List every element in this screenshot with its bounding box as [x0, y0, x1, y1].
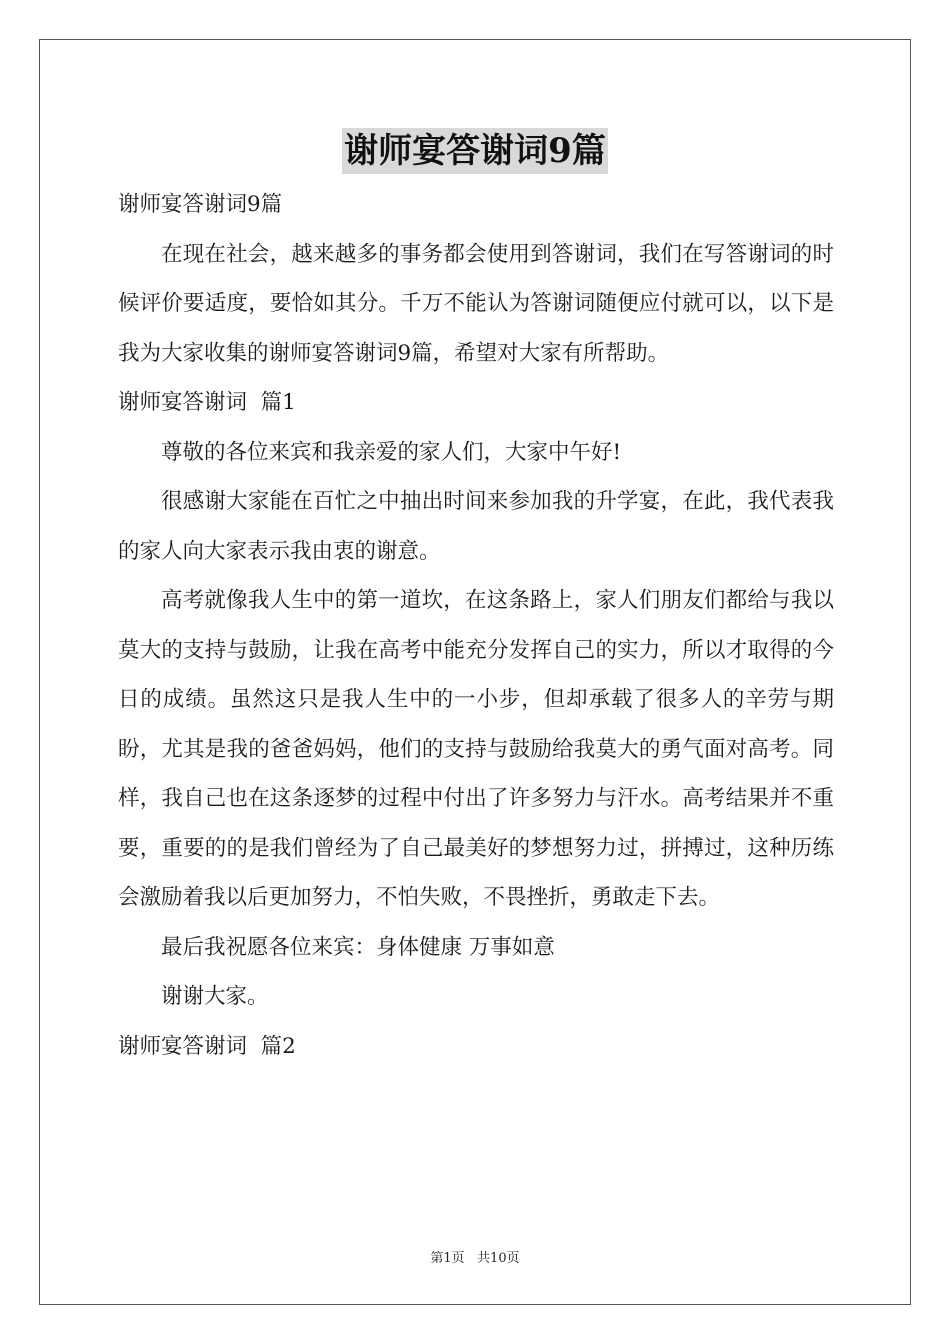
paragraph: 谢师宴答谢词9篇 [118, 192, 283, 217]
paragraph: 尊敬的各位来宾和我亲爱的家人们，大家中午好! [161, 439, 622, 465]
document-title: 谢师宴答谢词9篇 [342, 128, 608, 174]
page-footer [0, 1247, 950, 1266]
section-heading: 谢师宴答谢词 篇1 [118, 390, 296, 415]
paragraph: 谢谢大家。 [161, 984, 269, 1009]
paragraph: 最后我祝愿各位来宾：身体健康 万事如意 [161, 934, 555, 960]
paragraph: 在现在社会，越来越多的事务都会使用到答谢词，我们在写答谢词的时候评价要适度，要恰如其分。千万不能认为答谢词随便应付就可以，以下是我为大家收集的谢师宴答谢词9篇，希望对大家有所帮助。 [118, 241, 834, 366]
section-heading: 谢师宴答谢词 篇2 [118, 1033, 296, 1059]
paragraph: 很感谢大家能在百忙之中抽出时间来参加我的升学宴，在此，我代表我的家人向大家表示我由衷的谢意。 [118, 489, 834, 564]
paragraph: 高考就像我人生中的第一道坎，在这条路上，家人们朋友们都给与我以莫大的支持与鼓励，让我在高考中能充分发挥自己的实力，所以才取得的今日的成绩。虽然这只是我人生中的一小步，但却承载了很多人的辛劳与期盼，尤其是我的爸爸妈妈，他们的支持与鼓励给我莫大的勇气面对高考。同样，我自己也在这条逐梦的过程中付出了许多努力与汗水。高考结果并不重要，重要的的是我们曾经为了自己最美好的梦想努力过，拼搏过，这种历练会激励着我以后更加努力，不怕失败，不畏挫折，勇敢走下去。 [118, 588, 834, 910]
page-number: 第1页 共10页 [430, 1251, 520, 1266]
document-body [118, 180, 834, 1071]
title-container [0, 128, 950, 174]
